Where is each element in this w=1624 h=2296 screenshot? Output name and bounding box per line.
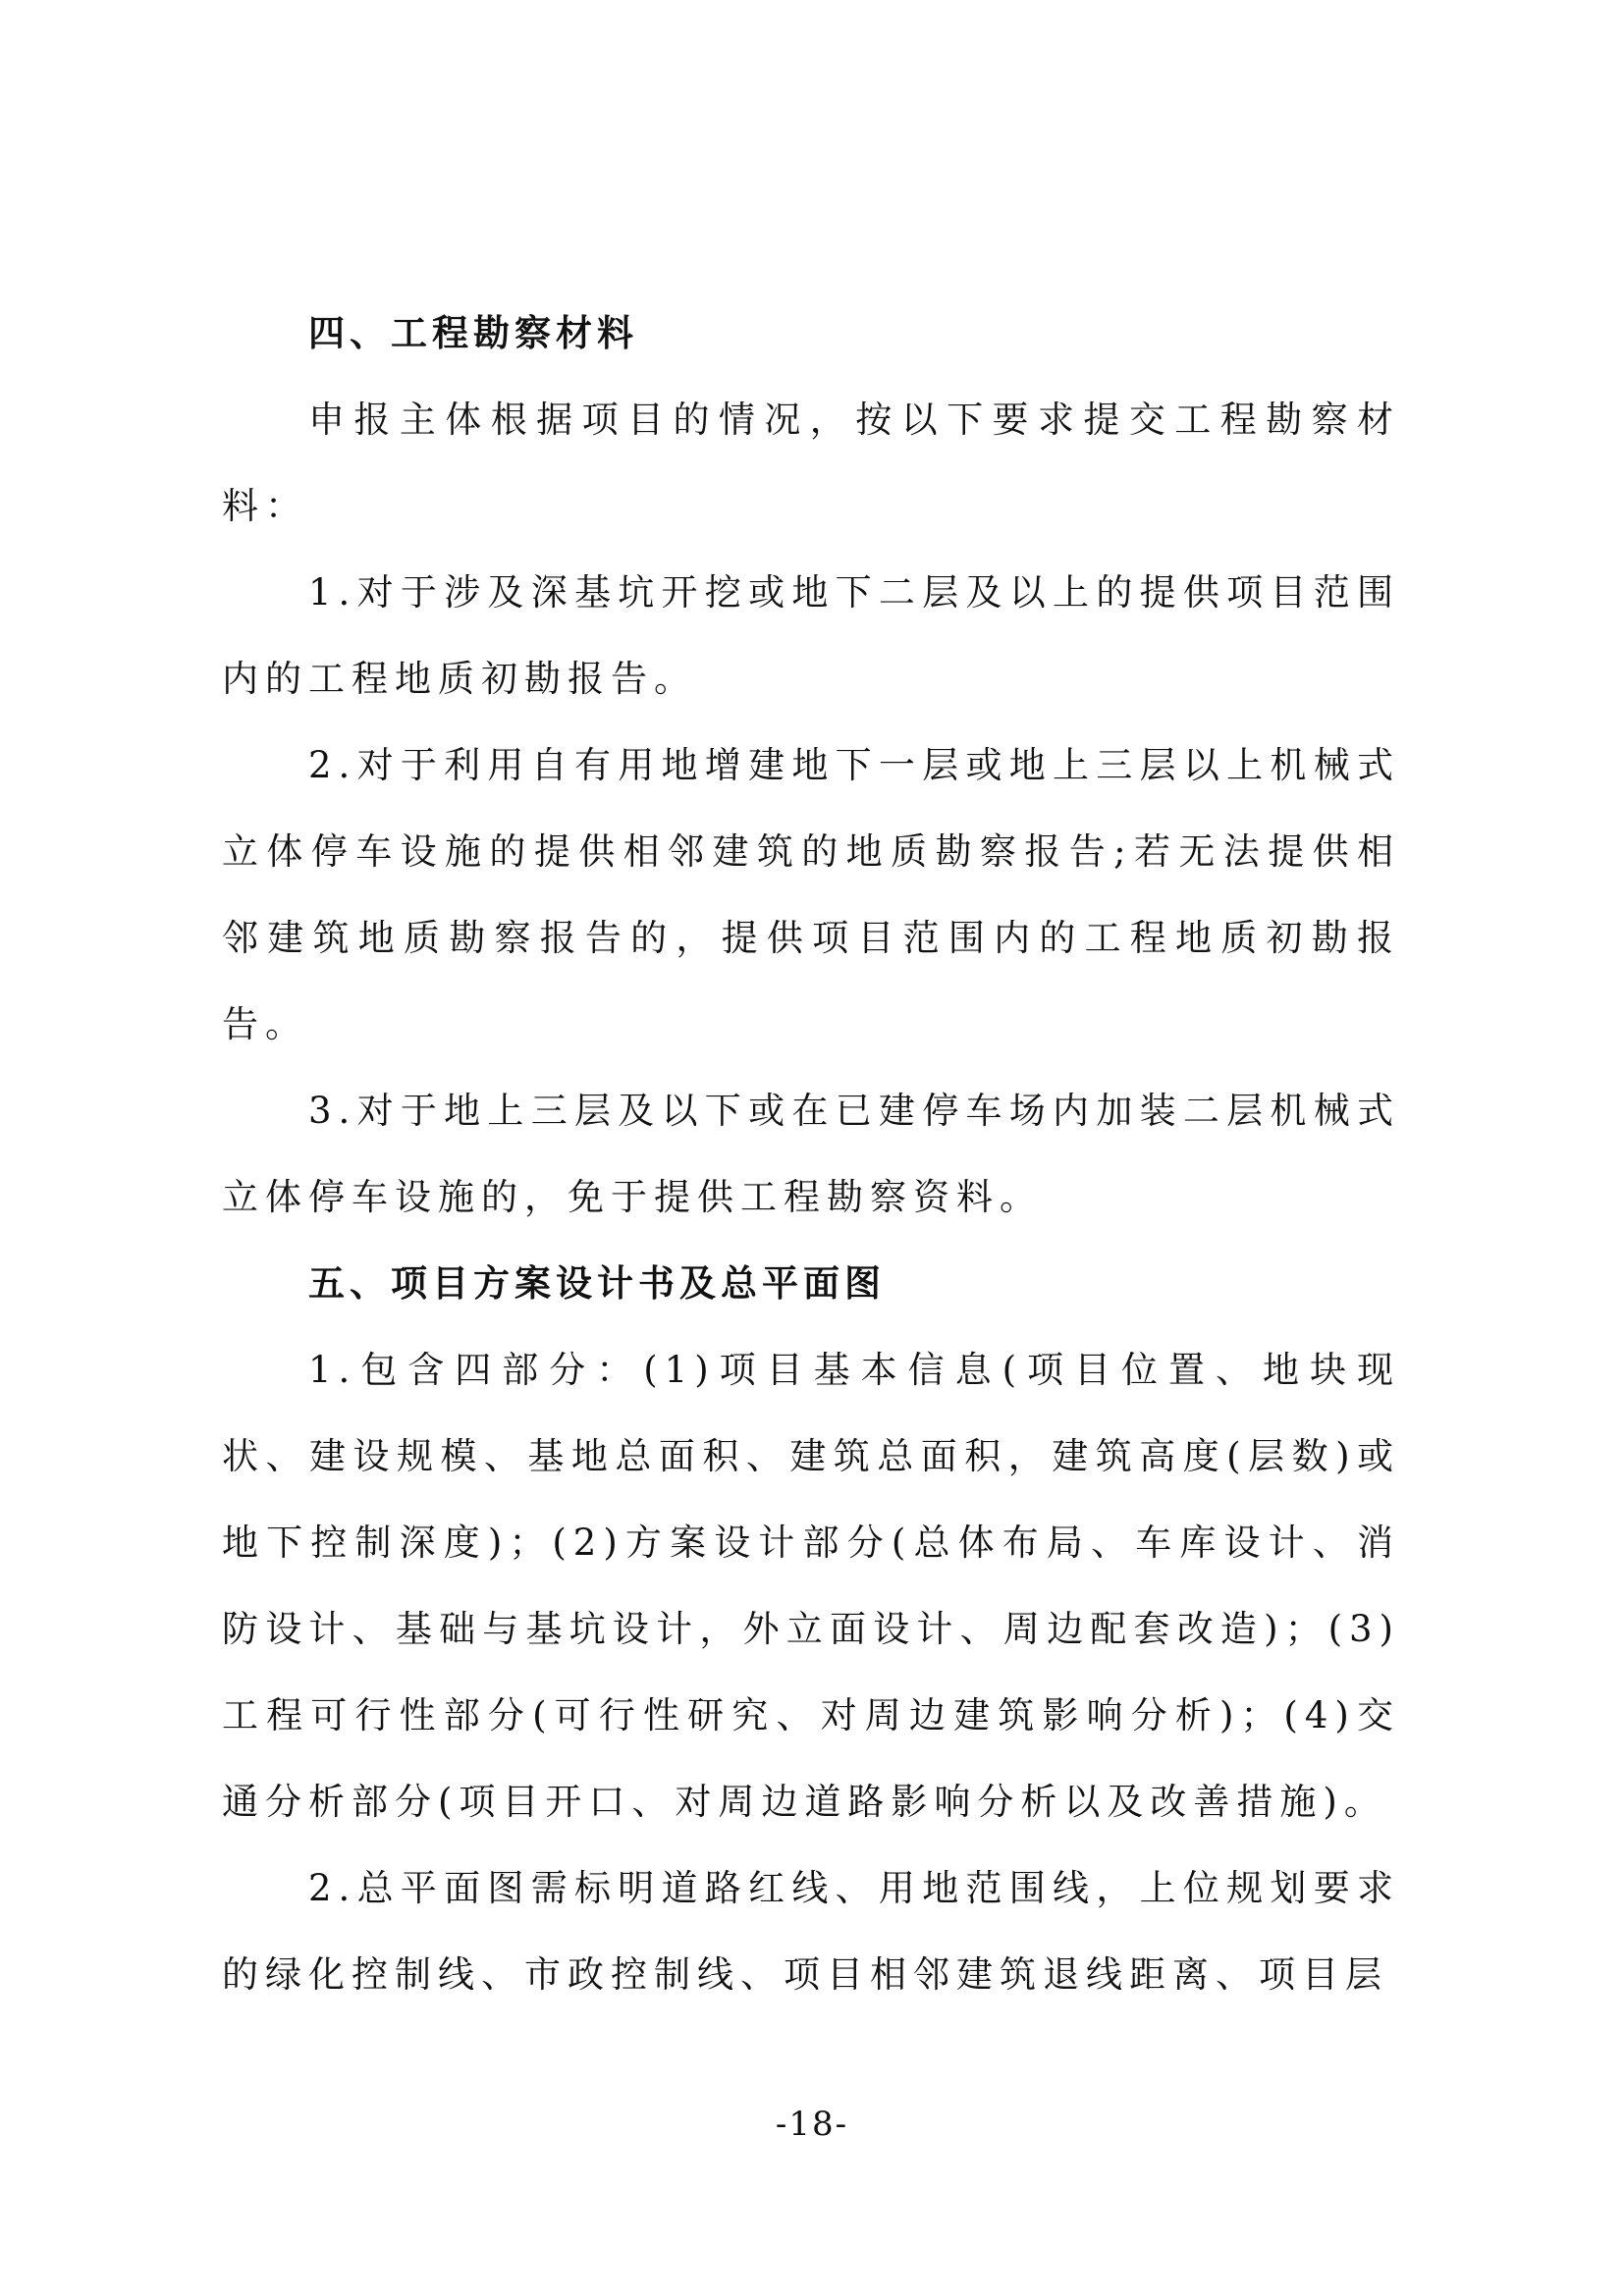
document-body (222, 291, 1400, 2018)
paragraph-design-item-1: 1.包含四部分：(1)项目基本信息(项目位置、地块现状、建设规模、基地总面积、建筑总面积，建筑高度(层数)或地下控制深度)；(2)方案设计部分(总体布局、车库设计、消防设计、基础与基坑设计，外立面设计、周边配套改造)；(3)工程可行性部分(可行性研究、对周边建筑影响分析)；(4)交通分析部分(项目开口、对周边道路影响分析以及改善措施)。 (222, 1349, 1400, 1823)
paragraph-design-item-2: 2.总平面图需标明道路红线、用地范围线，上位规划要求的绿化控制线、市政控制线、项目相邻建筑退线距离、项目层 (222, 1867, 1400, 1996)
paragraph-survey-item-3: 3.对于地上三层及以下或在已建停车场内加装二层机械式立体停车设施的，免于提供工程勘察资料。 (222, 1090, 1400, 1218)
section-heading-engineering-survey: 四、工程勘察材料 (308, 312, 638, 354)
paragraph-survey-item-1: 1.对于涉及深基坑开挖或地下二层及以上的提供项目范围内的工程地质初勘报告。 (222, 571, 1400, 700)
section-heading-design-plan: 五、项目方案设计书及总平面图 (308, 1262, 886, 1305)
paragraph-survey-item-2: 2.对于利用自有用地增建地下一层或地上三层以上机械式立体停车设施的提供相邻建筑的地质勘察报告;若无法提供相邻建筑地质勘察报告的，提供项目范围内的工程地质初勘报告。 (222, 744, 1400, 1045)
page-number: -18- (775, 2105, 849, 2144)
paragraph-survey-intro: 申报主体根据项目的情况，按以下要求提交工程勘察材料： (222, 399, 1400, 527)
